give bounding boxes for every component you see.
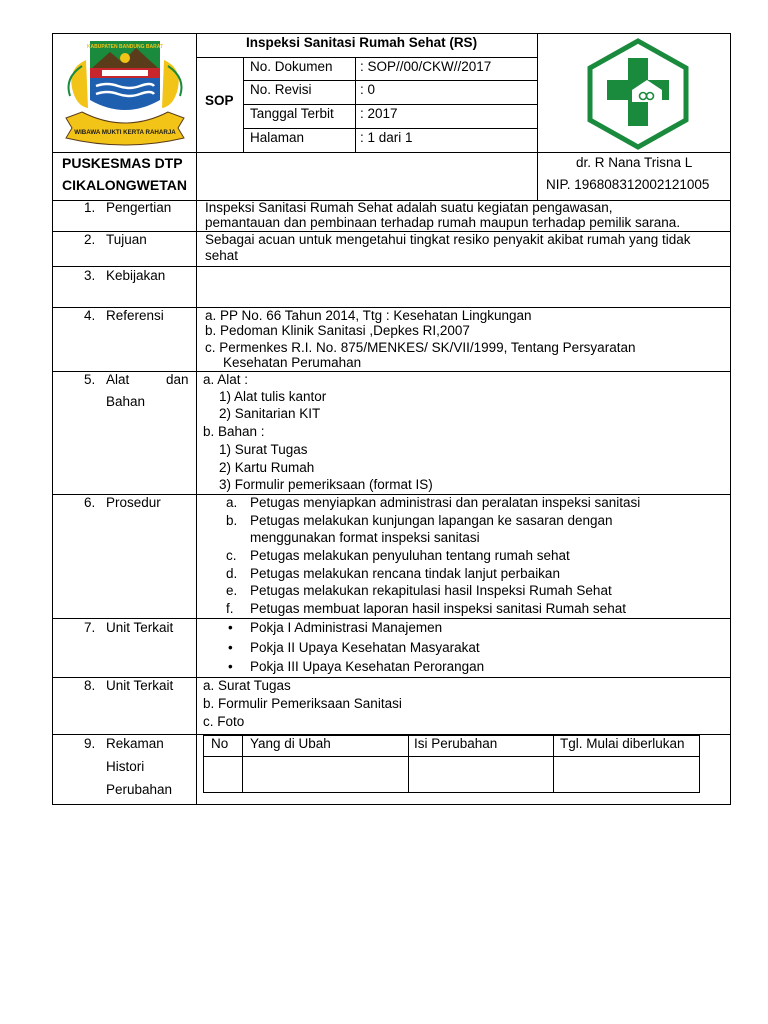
unit1-line-3: Pokja III Upaya Kesehatan Perorangan	[250, 659, 485, 674]
prosedur-letter-e: e.	[226, 583, 238, 598]
section-number-9: 9.	[84, 736, 96, 751]
doc-label-halaman: Halaman	[250, 130, 305, 145]
logo-ribbon-text: WIBAWA MUKTI KERTA RAHARJA	[74, 129, 176, 136]
regency-logo	[62, 38, 188, 148]
unit1-line-1: Pokja I Administrasi Manajemen	[250, 620, 443, 635]
pengertian-line-1: Inspeksi Sanitasi Rumah Sehat adalah suatu kegiatan pengawasan,	[205, 200, 613, 215]
prosedur-line-4: Petugas melakukan penyuluhan tentang rumah sehat	[250, 548, 570, 563]
doc-row-line-2	[243, 104, 537, 105]
history-table-right	[699, 735, 700, 793]
section-label-perubahan: Perubahan	[106, 782, 173, 797]
prosedur-line-3: menggunakan format inspeksi sanitasi	[250, 530, 480, 545]
section-number-4: 4.	[84, 308, 96, 323]
section-label-dan: dan	[166, 372, 189, 387]
prosedur-letter-c: c.	[226, 548, 237, 563]
alat-line-3: 2) Sanitarian KIT	[219, 406, 321, 421]
prosedur-line-1: Petugas menyiapkan administrasi dan peralatan inspeksi sanitasi	[250, 495, 641, 510]
table-border-top	[52, 33, 731, 34]
bullet-icon: •	[228, 640, 233, 655]
prosedur-line-7: Petugas membuat laporan hasil inspeksi sanitasi Rumah sehat	[250, 601, 626, 616]
history-col-no: No	[211, 736, 229, 751]
doc-value-no-revisi: : 0	[360, 82, 376, 97]
doc-row-line-1	[243, 80, 537, 81]
header-bottom-line	[52, 152, 731, 153]
doc-value-halaman: : 1 dari 1	[360, 130, 413, 145]
section-label-prosedur: Prosedur	[106, 495, 161, 510]
history-col-tgl-mulai: Tgl. Mulai diberlukan	[560, 736, 685, 751]
prosedur-letter-d: d.	[226, 566, 238, 581]
sop-label: SOP	[205, 93, 234, 108]
section-number-2: 2.	[84, 232, 96, 247]
doc-row-line-3	[243, 128, 537, 129]
doc-label-no-dokumen: No. Dokumen	[250, 59, 333, 74]
alat-line-6: 2) Kartu Rumah	[219, 460, 315, 475]
alat-line-2: 1) Alat tulis kantor	[219, 389, 327, 404]
history-table	[203, 735, 700, 793]
table-border-left	[52, 33, 53, 805]
column-divider-label	[196, 33, 197, 805]
unit2-line-3: c. Foto	[203, 714, 245, 729]
section-label-rekaman: Rekaman	[106, 736, 164, 751]
history-col-isi-perubahan: Isi Perubahan	[414, 736, 498, 751]
section-label-bahan: Bahan	[106, 394, 146, 409]
history-col-yang-di-ubah: Yang di Ubah	[250, 736, 331, 751]
row-line-4	[52, 371, 731, 372]
prosedur-letter-f: f.	[226, 601, 234, 616]
header-title-underline	[196, 57, 537, 58]
section-label-pengertian: Pengertian	[106, 200, 172, 215]
alat-line-1: a. Alat :	[203, 372, 249, 387]
unit1-line-2: Pokja II Upaya Kesehatan Masyarakat	[250, 640, 480, 655]
document-title: Inspeksi Sanitasi Rumah Sehat (RS)	[246, 35, 478, 50]
logo-top-text: KABUPATEN BANDUNG BARAT	[86, 44, 164, 50]
column-divider-right	[537, 33, 538, 200]
section-label-unit-terkait-2: Unit Terkait	[106, 678, 174, 693]
prosedur-line-6: Petugas melakukan rekapitulasi hasil Inspeksi Rumah Sehat	[250, 583, 612, 598]
section-number-7: 7.	[84, 620, 96, 635]
puskesmas-logo	[585, 38, 691, 150]
table-border-right	[730, 33, 731, 805]
section-number-1: 1.	[84, 200, 96, 215]
table-border-bottom	[52, 804, 731, 805]
institution-name-line1: PUSKESMAS DTP	[62, 155, 183, 171]
doc-label-tanggal-terbit: Tanggal Terbit	[250, 106, 334, 121]
referensi-line-1: a. PP No. 66 Tahun 2014, Ttg : Kesehatan Lingkungan	[205, 308, 532, 323]
history-table-header-line	[203, 756, 700, 757]
section-label-tujuan: Tujuan	[106, 232, 147, 247]
institution-name-line2: CIKALONGWETAN	[62, 177, 187, 193]
prosedur-letter-a: a.	[226, 495, 238, 510]
prosedur-line-2: Petugas melakukan kunjungan lapangan ke sasaran dengan	[250, 513, 613, 528]
history-table-bottom	[203, 792, 700, 793]
signer-name: dr. R Nana Trisna L	[576, 155, 693, 170]
section-label-histori: Histori	[106, 759, 145, 774]
prosedur-letter-b: b.	[226, 513, 238, 528]
section-label-kebijakan: Kebijakan	[106, 268, 166, 283]
referensi-line-4: Kesehatan Perumahan	[223, 355, 362, 370]
row-line-2	[52, 266, 731, 267]
section-number-8: 8.	[84, 678, 96, 693]
doc-label-no-revisi: No. Revisi	[250, 82, 312, 97]
section-number-6: 6.	[84, 495, 96, 510]
referensi-line-2: b. Pedoman Klinik Sanitasi ,Depkes RI,2007	[205, 323, 470, 338]
section-number-5: 5.	[84, 372, 96, 387]
alat-line-5: 1) Surat Tugas	[219, 442, 308, 457]
unit2-line-1: a. Surat Tugas	[203, 678, 291, 693]
history-table-col-1	[242, 735, 243, 793]
referensi-line-3: c. Permenkes R.I. No. 875/MENKES/ SK/VII/1999, Tentang Persyaratan	[205, 340, 636, 355]
doc-value-no-dokumen: : SOP//00/CKW//2017	[360, 59, 492, 74]
history-table-col-3	[553, 735, 554, 793]
tujuan-line-1: Sebagai acuan untuk mengetahui tingkat resiko penyakit akibat rumah yang tidak	[205, 232, 691, 247]
bullet-icon: •	[228, 659, 233, 674]
signer-nip: NIP. 196808312002121005	[546, 177, 710, 192]
row-line-6	[52, 618, 731, 619]
section-label-alat: Alat	[106, 372, 130, 387]
bullet-icon: •	[228, 620, 233, 635]
puskesmas-cross-icon	[585, 38, 691, 150]
history-table-col-2	[408, 735, 409, 793]
history-table-left	[203, 735, 204, 793]
alat-line-7: 3) Formulir pemeriksaan (format IS)	[219, 477, 433, 492]
prosedur-line-5: Petugas melakukan rencana tindak lanjut perbaikan	[250, 566, 560, 581]
section-label-referensi: Referensi	[106, 308, 164, 323]
alat-line-4: b. Bahan :	[203, 424, 265, 439]
unit2-line-2: b. Formulir Pemeriksaan Sanitasi	[203, 696, 402, 711]
section-number-3: 3.	[84, 268, 96, 283]
doc-value-tanggal-terbit: : 2017	[360, 106, 398, 121]
regency-emblem-icon	[62, 38, 188, 148]
pengertian-line-2: pemantauan dan pembinaan terhadap rumah maupun terhadap pemilik sarana.	[205, 215, 681, 230]
tujuan-line-2: sehat	[205, 248, 239, 263]
section-label-unit-terkait-1: Unit Terkait	[106, 620, 174, 635]
